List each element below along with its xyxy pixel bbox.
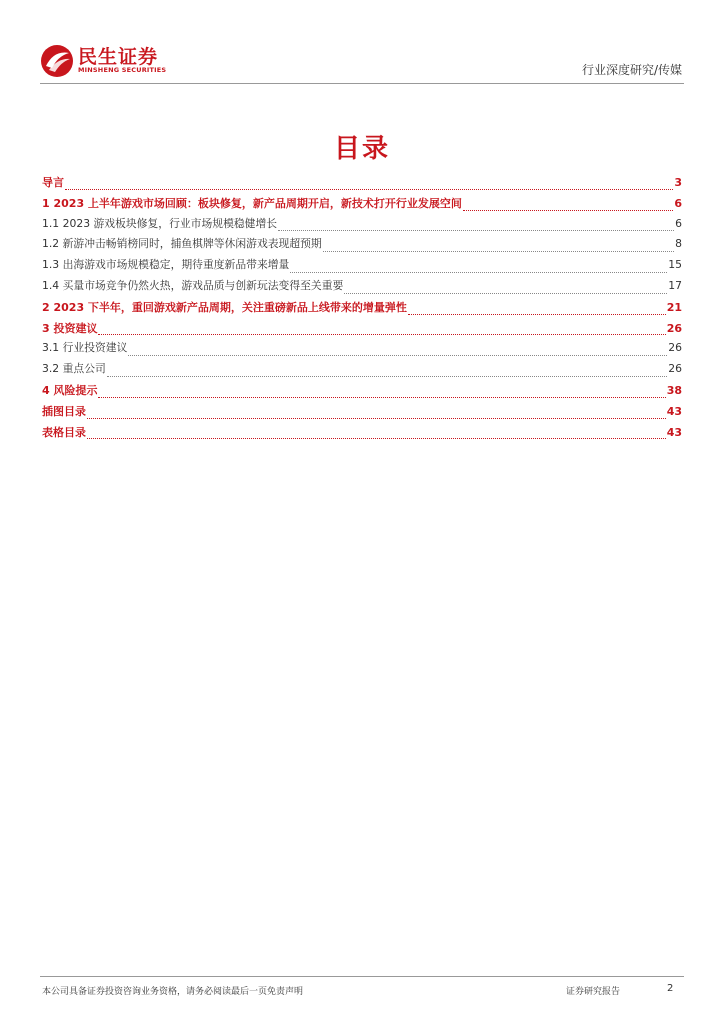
toc-entry-title: 2 2023 下半年，重回游戏新产品周期，关注重磅新品上线带来的增量弹性 xyxy=(42,300,407,314)
logo-emblem-icon xyxy=(40,44,74,78)
toc-leader-dots xyxy=(107,375,667,377)
toc-leader-dots xyxy=(323,250,674,252)
toc-entry[interactable] xyxy=(42,340,682,361)
report-category: 行业深度研究/传媒 xyxy=(581,63,682,77)
toc-entry-page: 15 xyxy=(668,258,682,272)
toc-entry-title: 1 2023 上半年游戏市场回顾：板块修复，新产品周期开启，新技术打开行业发展空间 xyxy=(42,196,462,210)
toc-entry-page: 43 xyxy=(666,404,682,418)
toc-entry[interactable] xyxy=(42,320,682,341)
toc-entry-page: 21 xyxy=(666,300,682,314)
logo-name-en: MINSHENG SECURITIES xyxy=(78,66,167,74)
header-divider xyxy=(40,83,684,84)
toc-entry[interactable] xyxy=(42,403,682,424)
page-header xyxy=(0,0,724,88)
toc-entry-title: 1.3 出海游戏市场规模稳定，期待重度新品带来增量 xyxy=(42,258,290,272)
toc-entry-page: 3 xyxy=(674,176,682,189)
footer-divider xyxy=(40,976,684,977)
footer-doc-type: 证券研究报告 xyxy=(566,987,621,997)
toc-entry-page: 8 xyxy=(675,237,682,251)
footer-disclaimer: 本公司具备证券投资咨询业务资格，请务必阅读最后一页免责声明 xyxy=(42,987,304,997)
toc-entry-title: 1.1 2023 游戏板块修复，行业市场规模稳健增长 xyxy=(42,216,278,230)
toc-entry-title: 4 风险提示 xyxy=(42,383,98,397)
toc-leader-dots xyxy=(98,396,665,398)
toc-entry-title: 3.2 重点公司 xyxy=(42,362,106,376)
toc-entry-page: 6 xyxy=(674,196,682,210)
toc-leader-dots xyxy=(98,333,665,335)
toc-entry-title: 导言 xyxy=(42,176,64,189)
toc-entry-title: 1.2 新游冲击畅销榜同时，捕鱼棋牌等休闲游戏表现超预期 xyxy=(42,237,322,251)
toc-leader-dots xyxy=(463,209,673,211)
toc-entry[interactable] xyxy=(42,195,682,216)
toc-entry-title: 3.1 行业投资建议 xyxy=(42,341,128,355)
toc-entry-page: 26 xyxy=(666,321,682,335)
toc-entry-page: 43 xyxy=(666,425,682,439)
toc-entry-title: 1.4 买量市场竞争仍然火热，游戏品质与创新玩法变得至关重要 xyxy=(42,278,344,292)
toc-entry[interactable] xyxy=(42,382,682,403)
toc-leader-dots xyxy=(344,292,667,294)
toc-heading: 目录 xyxy=(333,134,390,164)
toc-entry-page: 26 xyxy=(668,341,682,355)
page-number: 2 xyxy=(667,983,674,994)
toc-entry-title: 表格目录 xyxy=(42,425,86,439)
toc-entry-title: 3 投资建议 xyxy=(42,321,98,335)
toc-leader-dots xyxy=(278,229,674,231)
toc-entry[interactable] xyxy=(42,299,682,320)
toc-leader-dots xyxy=(87,437,666,439)
toc-entry[interactable] xyxy=(42,174,682,195)
toc-entry[interactable] xyxy=(42,361,682,382)
toc-leader-dots xyxy=(128,354,667,356)
toc-entry-title: 插图目录 xyxy=(42,404,86,418)
table-of-contents xyxy=(42,174,682,444)
toc-entry-page: 17 xyxy=(668,278,682,292)
toc-entry[interactable] xyxy=(42,257,682,278)
toc-leader-dots xyxy=(65,188,673,190)
toc-entry[interactable] xyxy=(42,424,682,445)
logo-name-cn: 民生证券 xyxy=(78,46,159,68)
toc-entry[interactable] xyxy=(42,278,682,299)
toc-leader-dots xyxy=(408,313,666,315)
toc-entry[interactable] xyxy=(42,236,682,257)
toc-entry-page: 38 xyxy=(666,383,682,397)
toc-entry[interactable] xyxy=(42,216,682,237)
toc-entry-page: 6 xyxy=(675,216,682,230)
company-logo xyxy=(40,44,180,80)
toc-leader-dots xyxy=(290,271,667,273)
toc-leader-dots xyxy=(87,417,666,419)
toc-entry-page: 26 xyxy=(668,362,682,376)
